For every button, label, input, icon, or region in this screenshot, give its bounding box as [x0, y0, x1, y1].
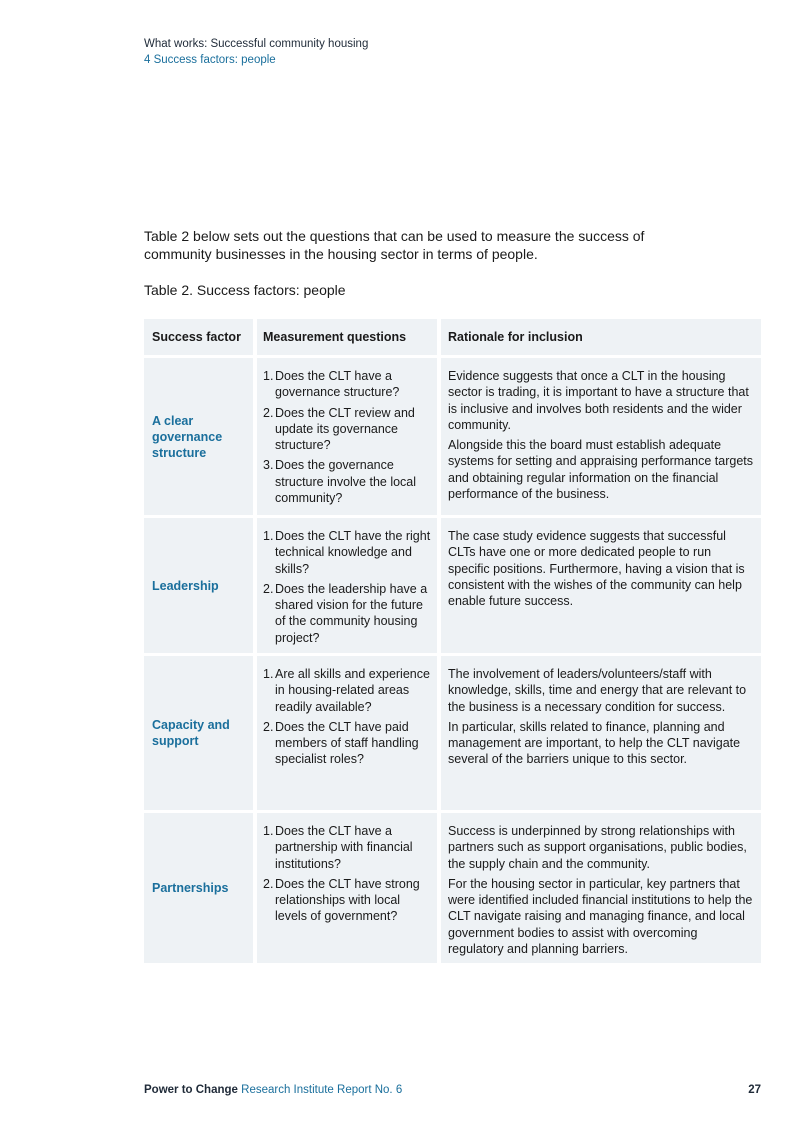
questions-cell: [257, 813, 437, 963]
footer-credit: [144, 1083, 402, 1097]
table-row: [144, 656, 761, 810]
intro-paragraph: Table 2 below sets out the questions that can be used to measure the success of community businesses in the housing sector in terms of people.: [144, 228, 645, 262]
running-head-title: What works: Successful community housing: [144, 38, 369, 50]
rationale-paragraph: Evidence suggests that once a CLT in the housing sector is trading, it is important to have a structure that is inclusive and involves both residents and the wider community.: [448, 369, 749, 432]
footer-brand: Power to Change: [144, 1084, 238, 1096]
rationale-paragraph: Alongside this the board must establish adequate systems for setting and appraising performance targets and obtaining regular information on the financial performance of the business.: [448, 438, 754, 502]
rationale-paragraph: In particular, skills related to finance, planning and management are important, to help the CLT navigate several of the barriers unique to this sector.: [448, 719, 741, 767]
rationale-paragraph: Success is underpinned by strong relationships with partners such as support organisations, public bodies, the supply chain and the community.: [448, 824, 747, 871]
rationale-paragraph: For the housing sector in particular, key partners that were identified included financial institutions to help the CLT navigate raising and managing finance, and local government bodies to assist with overcoming regulatory and planning barriers.: [448, 876, 753, 957]
table-row: [144, 518, 761, 653]
header-success-factor: Success factor: [144, 319, 253, 355]
header-measurement-questions: Measurement questions: [257, 319, 437, 355]
table-row: [144, 813, 761, 963]
rationale-paragraph: The involvement of leaders/volunteers/staff with knowledge, skills, time and energy that are relevant to the business is a necessary condition for success.: [448, 667, 747, 714]
questions-cell: [257, 518, 437, 653]
footer-report: Research Institute Report No. 6: [241, 1084, 403, 1096]
success-factors-table: [144, 319, 761, 966]
question-item: 2. Does the leadership have a shared vision for the future of the community housing project?: [263, 581, 428, 645]
rationale-cell: [441, 813, 761, 963]
table-caption: Table 2. Success factors: people: [144, 282, 346, 298]
question-item: 2. Does the CLT have paid members of staff handling specialist roles?: [263, 719, 419, 767]
running-head: [144, 36, 368, 68]
question-item: 1. Does the CLT have a partnership with financial institutions?: [263, 824, 413, 871]
factor-cell: Leadership: [144, 518, 253, 653]
questions-cell: [257, 656, 437, 810]
question-item: 1. Does the CLT have a governance structure?: [263, 369, 400, 400]
question-item: 1. Does the CLT have the right technical knowledge and skills?: [263, 529, 431, 576]
page-footer: [144, 1083, 761, 1097]
questions-cell: [257, 358, 437, 515]
rationale-cell: [441, 358, 761, 515]
question-item: 1. Are all skills and experience in housing-related areas readily available?: [263, 667, 430, 714]
question-item: 3. Does the governance structure involve the local community?: [263, 458, 417, 506]
header-rationale: Rationale for inclusion: [441, 319, 761, 355]
running-head-section: 4 Success factors: people: [144, 54, 276, 66]
rationale-paragraph: The case study evidence suggests that successful CLTs have one or more dedicated people to run specific positions. Furthermore, having a vision that is consistent with the wishes of the community can help enable future success.: [448, 529, 745, 609]
factor-cell: Capacity and support: [144, 656, 253, 810]
factor-cell: Partnerships: [144, 813, 253, 963]
factor-cell: A clear governance structure: [144, 358, 253, 515]
table-row: [144, 358, 761, 515]
page-number: 27: [748, 1084, 761, 1096]
question-item: 2. Does the CLT have strong relationships with local levels of government?: [263, 876, 420, 924]
rationale-cell: [441, 656, 761, 810]
rationale-cell: [441, 518, 761, 653]
question-item: 2. Does the CLT review and update its governance structure?: [263, 405, 415, 453]
table-header-row: [144, 319, 761, 355]
